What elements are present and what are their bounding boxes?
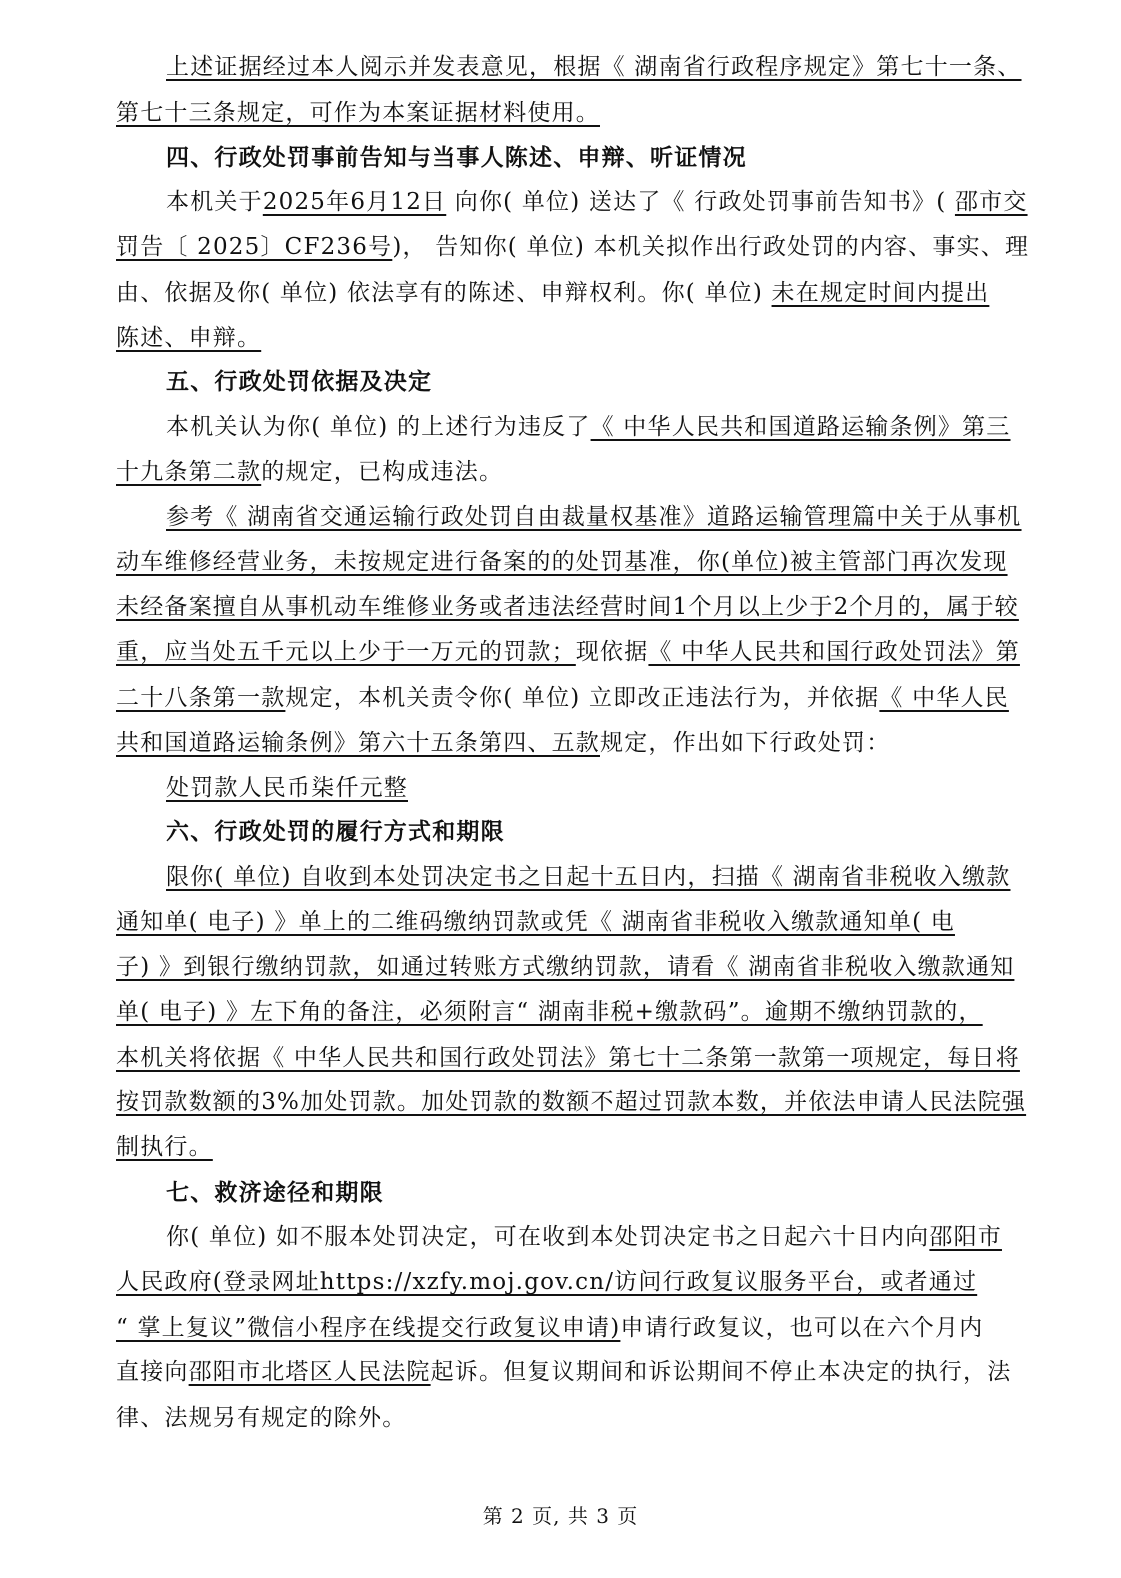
text-line — [116, 1313, 1056, 1343]
text-line — [166, 412, 1056, 442]
underlined-text: 二十八条第一款 — [116, 685, 286, 711]
underlined-text: 陈述、申辩。 — [116, 325, 262, 351]
text-span: 起诉。但复议期间和诉讼期间不停止本决定的执行，法 — [430, 1359, 1012, 1385]
text-span: 现依据 — [575, 639, 649, 665]
underlined-text: 未经备案擅自从事机动车维修业务或者违法经营时间1个月以上少于2个月的，属于较 — [116, 594, 1019, 620]
text-line — [166, 1222, 1056, 1252]
text-span: 五、行政处罚依据及决定 — [166, 368, 433, 395]
text-line — [116, 728, 1056, 758]
text-line — [116, 1403, 1056, 1433]
underlined-text: 人民政府(登录网址https://xzfy.moj.gov.cn/访问行政复议服务平台，或者通过 — [116, 1269, 978, 1295]
text-line — [166, 862, 1056, 892]
underlined-text: 上述证据经过本人阅示并发表意见，根据《 湖南省行政程序规定》第七十一条、 — [166, 54, 1022, 80]
text-span: 本机关认为你( 单位) 的上述行为违反了 — [166, 414, 591, 440]
section-heading — [166, 817, 1056, 847]
text-span: 由、依据及你( 单位) 依法享有的陈述、申辩权利。你( 单位) — [116, 280, 772, 306]
underlined-text: 2025年6月12日 — [262, 189, 447, 215]
underlined-text: 通知单( 电子) 》单上的二维码缴纳罚款或凭《 湖南省非税收入缴款通知单( 电 — [116, 909, 955, 935]
underlined-text: 邵阳市 — [929, 1224, 1002, 1250]
text-line — [116, 232, 1056, 262]
text-line — [116, 592, 1056, 622]
underlined-text: 《 中华人民 — [879, 685, 1009, 711]
text-line — [116, 1043, 1056, 1073]
text-line — [166, 502, 1056, 532]
text-line — [166, 52, 1056, 82]
underlined-text: “ 掌上复议”微信小程序在线提交行政复议申请) — [116, 1315, 621, 1341]
underlined-text: 按罚款数额的3%加处罚款。加处罚款的数额不超过罚款本数，并依法申请人民法院强 — [116, 1089, 1027, 1115]
underlined-text: 本机关将依据《 中华人民共和国行政处罚法》第七十二条第一款第一项规定，每日将 — [116, 1045, 1020, 1071]
text-line — [166, 187, 1056, 217]
underlined-text: 第七十三条规定，可作为本案证据材料使用。 — [116, 100, 600, 126]
text-line — [116, 1132, 1056, 1162]
text-line — [116, 997, 1056, 1027]
text-span: 向你( 单位) 送达了《 行政处罚事前告知书》( — [446, 189, 955, 215]
text-line — [166, 773, 1056, 803]
text-line — [116, 323, 1056, 353]
text-span: 六、行政处罚的履行方式和期限 — [166, 818, 505, 845]
underlined-text: 未在规定时间内提出 — [771, 280, 990, 306]
text-line — [116, 683, 1056, 713]
text-line — [116, 278, 1056, 308]
underlined-text: 单( 电子) 》左下角的备注，必须附言“ 湖南非税+缴款码”。逾期不缴纳罚款的， — [116, 999, 983, 1025]
section-heading — [166, 367, 1056, 397]
text-line — [116, 547, 1056, 577]
text-span: 规定，作出如下行政处罚： — [600, 730, 891, 756]
underlined-text: 处罚款人民币柒仟元整 — [166, 775, 408, 801]
underlined-text: 制执行。 — [116, 1134, 213, 1160]
text-line — [116, 98, 1056, 128]
underlined-text: 邵市交 — [954, 189, 1028, 215]
text-span: 本机关于 — [166, 189, 263, 215]
section-heading — [166, 1178, 1056, 1208]
text-line — [116, 952, 1056, 982]
text-span: 规定，本机关责令你( 单位) 立即改正违法行为，并依据 — [285, 685, 880, 711]
text-span: 律、法规另有规定的除外。 — [116, 1405, 407, 1431]
text-line — [116, 1267, 1056, 1297]
section-heading — [166, 143, 1056, 173]
text-span: 七、救济途径和期限 — [166, 1179, 384, 1206]
text-span: 直接向 — [116, 1359, 189, 1385]
text-span: 申请行政复议，也可以在六个月内 — [620, 1315, 984, 1341]
text-span: 四、行政处罚事前告知与当事人陈述、申辩、听证情况 — [166, 144, 747, 171]
underlined-text: 共和国道路运输条例》第六十五条第四、五款 — [116, 730, 600, 756]
text-span: 的规定，已构成违法。 — [261, 459, 504, 485]
underlined-text: 《 中华人民共和国行政处罚法》第 — [648, 639, 1020, 665]
underlined-text: 限你( 单位) 自收到本处罚决定书之日起十五日内，扫描《 湖南省非税收入缴款 — [166, 864, 1011, 890]
underlined-text: 邵阳市北塔区人民法院 — [188, 1359, 431, 1385]
underlined-text: 参考《 湖南省交通运输行政处罚自由裁量权基准》道路运输管理篇中关于从事机 — [166, 504, 1022, 530]
text-line — [116, 637, 1056, 667]
underlined-text: 十九条第二款 — [116, 459, 262, 485]
text-line — [116, 907, 1056, 937]
underlined-text: 《 中华人民共和国道路运输条例》第三 — [590, 414, 1011, 440]
text-line — [116, 1357, 1056, 1387]
text-line — [116, 457, 1056, 487]
text-line — [116, 1087, 1056, 1117]
text-span: 你( 单位) 如不服本处罚决定，可在收到本处罚决定书之日起六十日内向 — [166, 1224, 930, 1250]
underlined-text: 子) 》到银行缴纳罚款，如通过转账方式缴纳罚款，请看《 湖南省非税收入缴款通知 — [116, 954, 1015, 980]
text-span: )， 告知你( 单位) 本机关拟作出行政处罚的内容、事实、理 — [392, 234, 1030, 260]
underlined-text: 重，应当处五千元以上少于一万元的罚款； — [116, 639, 576, 665]
underlined-text: 罚告〔 2025〕CF236号 — [116, 234, 393, 260]
underlined-text: 动车维修经营业务，未按规定进行备案的的处罚基准，你(单位)被主管部门再次发现 — [116, 549, 1008, 575]
page-footer: 第 2 页, 共 3 页 — [482, 1504, 639, 1528]
